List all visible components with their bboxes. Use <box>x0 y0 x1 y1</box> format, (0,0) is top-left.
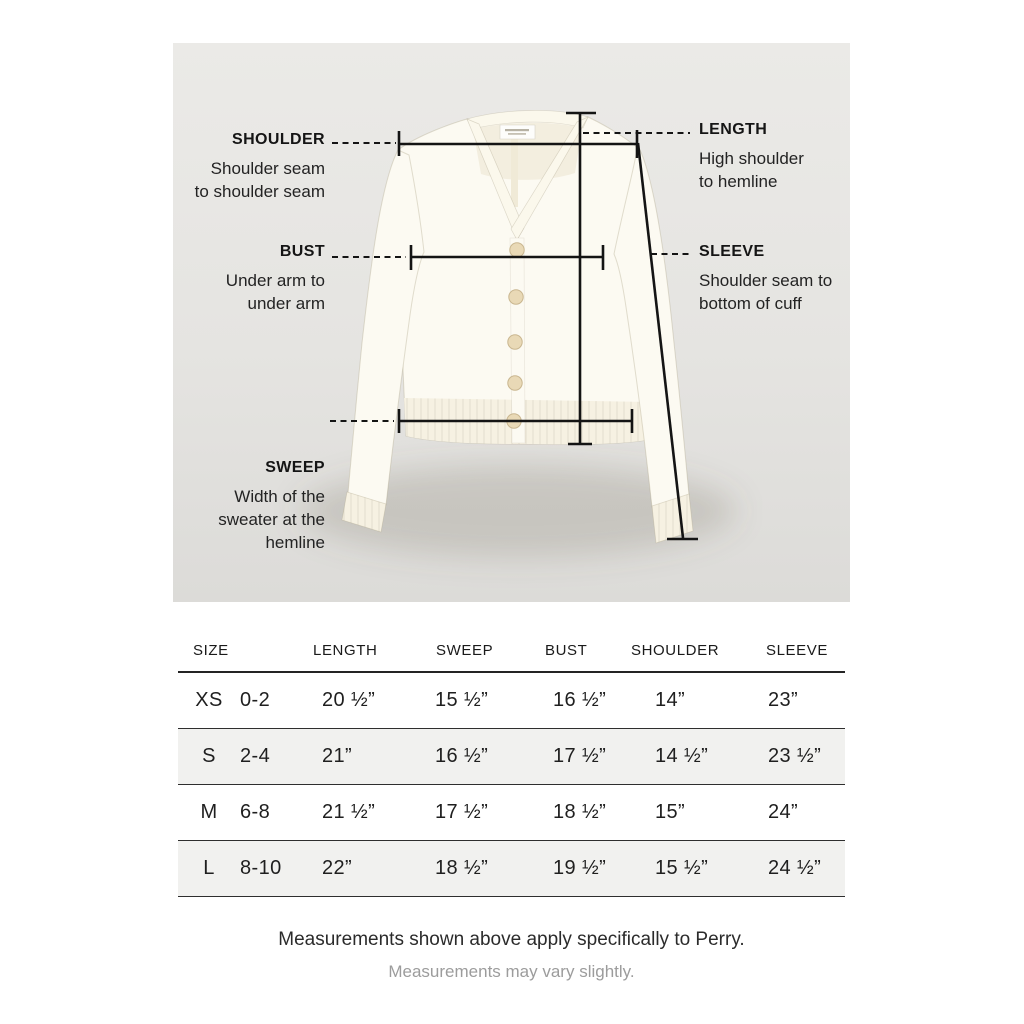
cell-size-range: 6-8 <box>240 801 271 823</box>
length-description: High shoulder to hemline <box>699 149 804 191</box>
cell-sweep: 18 ½” <box>435 857 489 879</box>
sleeve-label: SLEEVE <box>699 243 765 260</box>
sleeve-description: Shoulder seam to bottom of cuff <box>699 271 833 313</box>
cell-size-range: 2-4 <box>240 745 271 767</box>
sweep-annotation <box>173 459 325 554</box>
cell-sleeve: 23 ½” <box>768 745 822 767</box>
cell-size: L <box>203 857 215 879</box>
cell-sleeve: 23” <box>768 689 799 711</box>
tag-text-line <box>508 133 526 135</box>
table-row-l <box>178 841 845 897</box>
cell-bust: 19 ½” <box>553 857 607 879</box>
cell-bust: 17 ½” <box>553 745 607 767</box>
cell-size: S <box>202 745 216 767</box>
cell-size: M <box>200 801 218 823</box>
cell-sweep: 17 ½” <box>435 801 489 823</box>
shoulder-label: SHOULDER <box>232 131 325 148</box>
cell-size: XS <box>195 689 223 711</box>
shoulder-annotation <box>173 131 325 203</box>
cell-shoulder: 14 ½” <box>655 745 709 767</box>
cell-shoulder: 15” <box>655 801 686 823</box>
cell-length: 20 ½” <box>322 689 376 711</box>
col-header-sleeve: SLEEVE <box>766 642 828 659</box>
col-header-length: LENGTH <box>313 642 378 659</box>
button <box>510 243 524 257</box>
footnote-secondary: Measurements may vary slightly. <box>388 962 635 981</box>
tag-text-line <box>505 129 529 131</box>
col-header-bust: BUST <box>545 642 588 659</box>
bust-description: Under arm to under arm <box>225 271 325 313</box>
cell-sweep: 15 ½” <box>435 689 489 711</box>
cell-sleeve: 24 ½” <box>768 857 822 879</box>
cell-length: 21 ½” <box>322 801 376 823</box>
cell-length: 21” <box>322 745 353 767</box>
cell-sleeve: 24” <box>768 801 799 823</box>
table-row-s <box>178 729 845 785</box>
cell-bust: 18 ½” <box>553 801 607 823</box>
brand-tag <box>500 125 535 139</box>
button <box>508 376 522 390</box>
button <box>508 335 522 349</box>
cell-shoulder: 14” <box>655 689 686 711</box>
hanger-ribbon <box>511 139 518 207</box>
table-row-xs <box>178 673 845 729</box>
footnote-primary: Measurements shown above apply specifically to Perry. <box>278 929 745 950</box>
sweep-description: Width of the sweater at the hemline <box>218 487 325 552</box>
size-table <box>178 630 845 897</box>
cell-size-range: 0-2 <box>240 689 271 711</box>
product-photo <box>173 43 850 602</box>
table-row-m <box>178 785 845 841</box>
size-table-header <box>178 630 845 673</box>
bust-annotation <box>173 243 325 315</box>
cell-shoulder: 15 ½” <box>655 857 709 879</box>
length-annotation <box>699 121 850 193</box>
sweep-label: SWEEP <box>265 459 325 476</box>
col-header-sweep: SWEEP <box>436 642 494 659</box>
shoulder-description: Shoulder seam to shoulder seam <box>194 159 325 201</box>
cell-length: 22” <box>322 857 353 879</box>
cell-bust: 16 ½” <box>553 689 607 711</box>
col-header-size: SIZE <box>193 642 229 659</box>
col-header-shoulder: SHOULDER <box>631 642 720 659</box>
button <box>509 290 523 304</box>
cell-size-range: 8-10 <box>240 857 282 879</box>
sleeve-annotation <box>699 243 850 315</box>
cell-sweep: 16 ½” <box>435 745 489 767</box>
bust-label: BUST <box>279 243 325 260</box>
length-label: LENGTH <box>699 121 768 138</box>
